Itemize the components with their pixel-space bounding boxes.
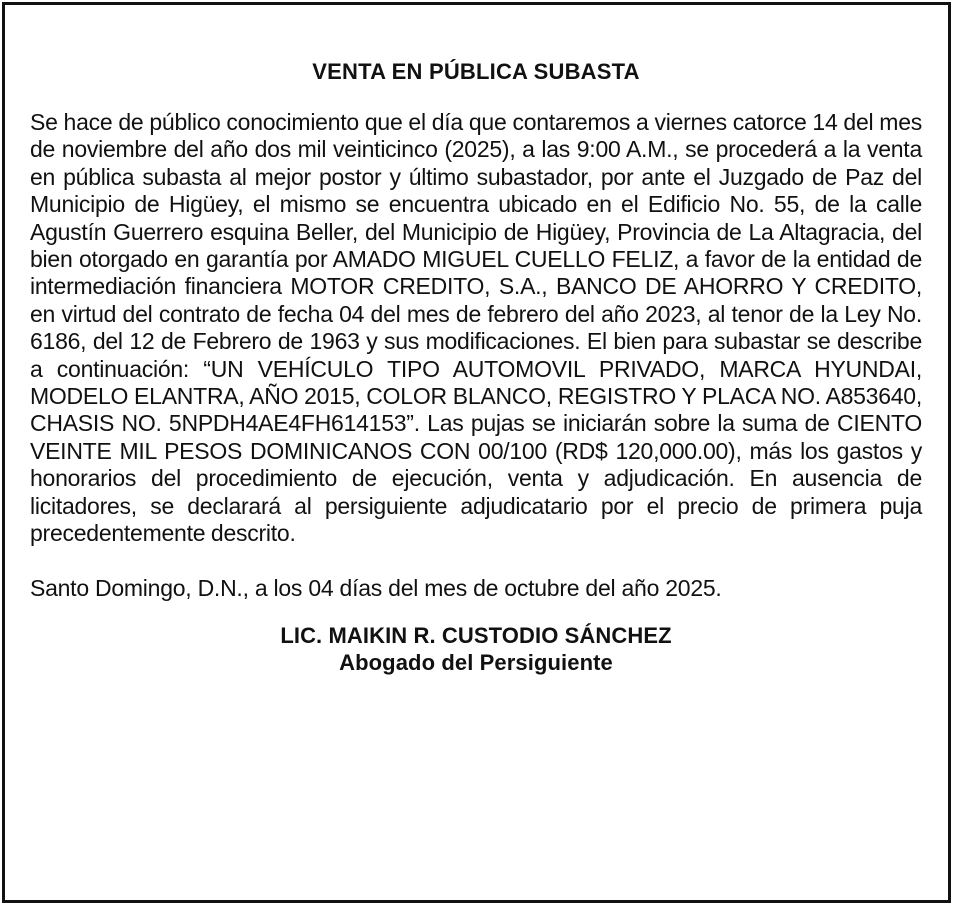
notice-content (30, 57, 922, 676)
notice-body: Se hace de público conocimiento que el día que contaremos a viernes catorce 14 del mes de noviembre del año dos mil veinticinco (2025), a las 9:00 A.M., se procederá a la venta en pública subasta al mejor postor y último subastador, por ante el Juzgado de Paz del Municipio de Higüey, el mismo se encuentra ubicado en el Edificio No. 55, de la calle Agustín Guerrero esquina Beller, del Municipio de Higüey, Provincia de La Altagracia, del bien otorgado en garantía por AMADO MIGUEL CUELLO FELIZ, a favor de la entidad de intermediación financiera MOTOR CREDITO, S.A., BANCO DE AHORRO Y CREDITO, en virtud del contrato de fecha 04 del mes de febrero del año 2023, al tenor de la Ley No. 6186, del 12 de Febrero de 1963 y sus modificaciones. El bien para subastar se describe a continuación: “UN VEHÍCULO TIPO AUTOMOVIL PRIVADO, MARCA HYUNDAI, MODELO ELANTRA, AÑO 2015, COLOR BLANCO, REGISTRO Y PLACA NO. A853640, CHASIS NO. 5NPDH4AE4FH614153”. Las pujas se iniciarán sobre la suma de CIENTO VEINTE MIL PESOS DOMINICANOS CON 00/100 (RD$ 120,000.00), más los gastos y honorarios del procedimiento de ejecución, venta y adjudicación. En ausencia de licitadores, se declarará al persiguiente adjudicatario por el precio de primera puja precedentemente descrito. (30, 109, 922, 547)
signature-role: Abogado del Persiguiente (339, 649, 613, 675)
notice-date-line: Santo Domingo, D.N., a los 04 días del mes de octubre del año 2025. (30, 574, 722, 601)
notice-title: VENTA EN PÚBLICA SUBASTA (312, 59, 640, 84)
signature-block (30, 622, 922, 676)
signature-name: LIC. MAIKIN R. CUSTODIO SÁNCHEZ (280, 622, 672, 648)
notice-frame (2, 2, 951, 903)
